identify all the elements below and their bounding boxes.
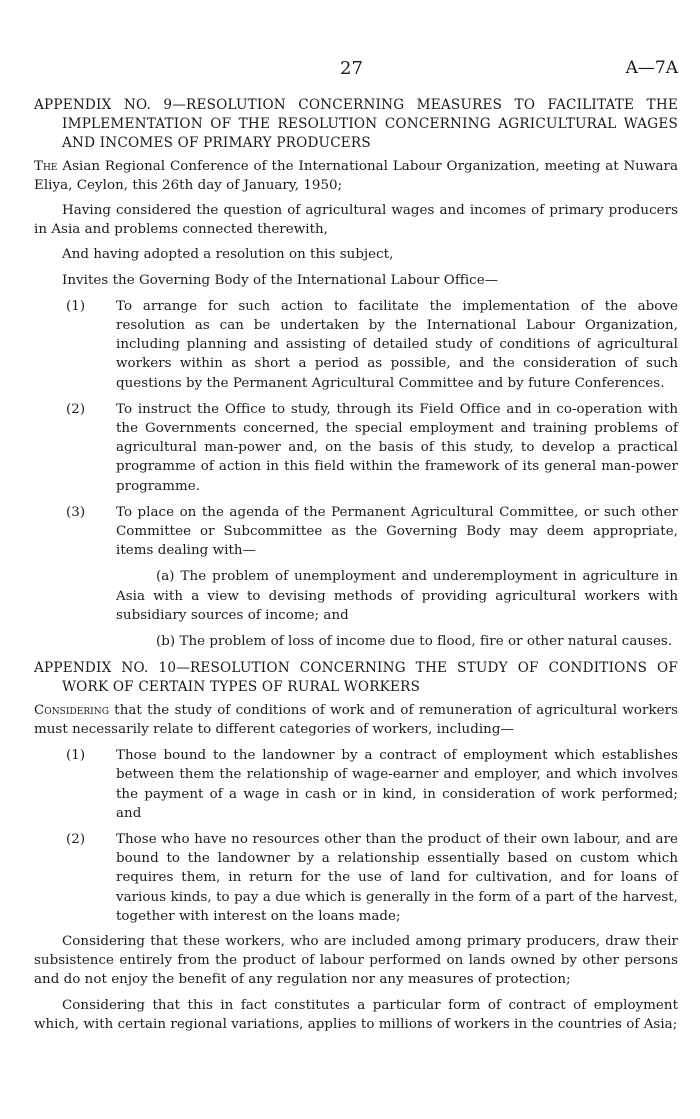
appendix-10-item-1 <box>34 746 678 823</box>
item-number: (2) <box>66 401 86 417</box>
item-text: Those who have no resources other than the product of their own labour, and are bound to the landowner by a relationship essentially based on custom which requires them, in return for the use of land for cultivation, and for loans of various kinds, to pay a due which is generally in the form of a part of the harvest, together with interest on the loans made; <box>116 831 678 924</box>
item-number: (1) <box>66 748 86 764</box>
appendix-10-heading: APPENDIX NO. 10—RESOLUTION CONCERNING THE STUDY OF CONDITIONS OF WORK OF CERTAIN TYPES OF RURAL WORKERS <box>34 660 678 696</box>
item-text: Those bound to the landowner by a contract of employment which establishes between them the relationship of wage-earner and employer, and which involves the payment of a wage in cash or in kind, in consideration of work performed; and <box>116 748 678 821</box>
appendix-9-item-3 <box>34 503 678 561</box>
item-text: To arrange for such action to facilitate the implementation of the above resolution as can be undertaken by the International Labour Organization, including planning and assisting of detailed study of conditions of agricultural workers within as short a period as possible, and the consideration of such questions by the Permanent Agricultural Committee and by future Conferences. <box>116 298 678 391</box>
appendix-10 <box>34 659 678 1034</box>
appendix-10-para-considering-1: Considering that these workers, who are included among primary producers, draw their subsistence entirely from the product of labour performed on lands owned by other persons and do not enjoy the benefit of any regulation nor any measures of protection; <box>34 933 678 988</box>
item-number: (2) <box>66 831 86 847</box>
appendix-9-para-adopted: And having adopted a resolution on this subject, <box>62 247 394 263</box>
item-number: (3) <box>66 504 86 520</box>
appendix-9 <box>34 96 678 651</box>
item-text: To instruct the Office to study, through its Field Office and in co-operation with the Governments concerned, the special employment and training problems of agricultural man-power and, on the basis of this study, to develop a practical programme of action in this field within the framework of its general man-power programme. <box>116 401 678 494</box>
page-number: 27 <box>340 58 363 79</box>
appendix-10-opening <box>34 701 678 739</box>
appendix-9-para-invites: Invites the Governing Body of the International Labour Office— <box>62 272 499 288</box>
appendix-9-item-1 <box>34 297 678 393</box>
opening-lead-word: The <box>34 158 58 174</box>
appendix-9-heading: APPENDIX NO. 9—RESOLUTION CONCERNING MEASURES TO FACILITATE THE IMPLEMENTATION OF THE RESOLUTION CONCERNING AGRICULTURAL WAGES AND INCOMES OF PRIMARY PRODUCERS <box>34 97 678 152</box>
appendix-9-subitem-b: (b) The problem of loss of income due to flood, fire or other natural causes. <box>156 634 673 650</box>
opening-lead-word: Considering <box>34 702 109 718</box>
opening-text: Asian Regional Conference of the International Labour Organization, meeting at Nuwara Eliya, Ceylon, this 26th day of January, 1950; <box>34 158 678 193</box>
page-body <box>34 56 678 1034</box>
opening-text: that the study of conditions of work and of remuneration of agricultural workers must necessarily relate to different categories of workers, including— <box>34 702 678 737</box>
appendix-9-subitem-a: (a) The problem of unemployment and underemployment in agriculture in Asia with a view to devising methods of providing agricultural workers with subsidiary sources of income; and <box>116 569 678 623</box>
appendix-10-item-2 <box>34 830 678 926</box>
item-number: (1) <box>66 298 86 314</box>
item-text: To place on the agenda of the Permanent Agricultural Committee, or such other Committee or Subcommittee as the Governing Body may deem appropriate, items dealing with— <box>116 504 678 559</box>
appendix-9-item-2 <box>34 400 678 496</box>
appendix-9-para-considered: Having considered the question of agricultural wages and incomes of primary producers in Asia and problems connected therewith, <box>34 203 678 238</box>
document-reference: A—7A <box>625 58 678 78</box>
appendix-10-para-considering-2: Considering that this in fact constitutes a particular form of contract of employment which, with certain regional variations, applies to millions of workers in the countries of Asia; <box>34 997 678 1032</box>
appendix-9-opening <box>34 157 678 195</box>
